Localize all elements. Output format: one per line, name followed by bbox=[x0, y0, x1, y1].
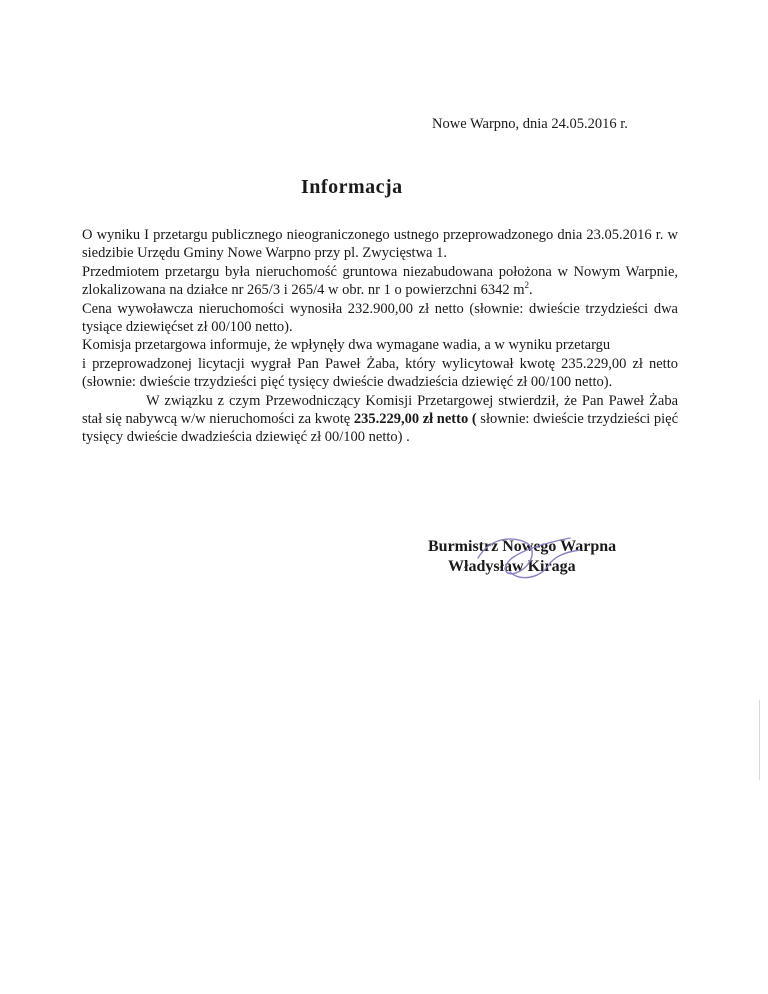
paragraph-2-text: Przedmiotem przetargu była nieruchomość gruntowa niezabudowana położona w Nowym Warpnie, zlokalizowana na działce nr 265/3 i 265/4 w obr. nr 1 o powierzchni 6342 m bbox=[82, 263, 678, 299]
paragraph-1-text: O wyniku I przetargu publicznego nieograniczonego ustnego przeprowadzonego dnia 23.05.2016 r. w siedzibie Urzędu Gminy Nowe Warpno przy pl. Zwycięstwa 1. bbox=[82, 227, 678, 262]
paragraph-2-end: . bbox=[529, 282, 533, 299]
paragraph-3-text: Cena wywoławcza nieruchomości wynosiła 232.900,00 zł netto (słownie: dwieście trzydzieści dwa tysiące dziewięćset zł 00/100 netto). bbox=[82, 300, 678, 336]
paragraph-commission-rest bbox=[82, 355, 678, 392]
signatory-title: Burmistrz Nowego Warpna bbox=[428, 538, 617, 555]
paragraph-conclusion bbox=[82, 392, 678, 447]
paragraph-4-line1: Komisja przetargowa informuje, że wpłynęły dwa wymagane wadia, a w wyniku przetargu bbox=[82, 337, 611, 354]
paragraph-5-text-b: słownie: dwieście trzydzieści pięć tysięcy dwieście dwadzieścia dziewięć zł 00/100 netto) . bbox=[82, 411, 679, 446]
paragraph-property bbox=[82, 263, 678, 300]
date-line: Nowe Warpno, dnia 24.05.2016 r. bbox=[432, 116, 628, 132]
paragraph-starting-price bbox=[82, 300, 678, 337]
signature-block bbox=[428, 537, 616, 577]
paragraph-auction-info bbox=[82, 226, 678, 263]
paragraph-5-text-a: W związku z czym Przewodniczący Komisji Przetargowej stwierdził, że Pan Paweł Żaba stał się nabywcą w/w nieruchomości za kwotę bbox=[82, 392, 678, 428]
paragraph-4-text: i przeprowadzonej licytacji wygrał Pan Paweł Żaba, który wylicytował kwotę 235.229,00 zł netto (słownie: dwieście trzydzieści pięć tysięcy dwieście dwadzieścia dziewięć zł 00/100 netto). bbox=[82, 355, 678, 391]
area-superscript: 2 bbox=[524, 280, 530, 291]
document-title: Informacja bbox=[301, 176, 403, 198]
paragraph-commission-line1 bbox=[82, 336, 678, 354]
scan-edge-mark bbox=[759, 700, 760, 780]
signatory-name: Władysław Kiraga bbox=[448, 558, 576, 575]
final-amount: 235.229,00 zł netto ( bbox=[353, 411, 477, 428]
document-body bbox=[82, 226, 678, 447]
